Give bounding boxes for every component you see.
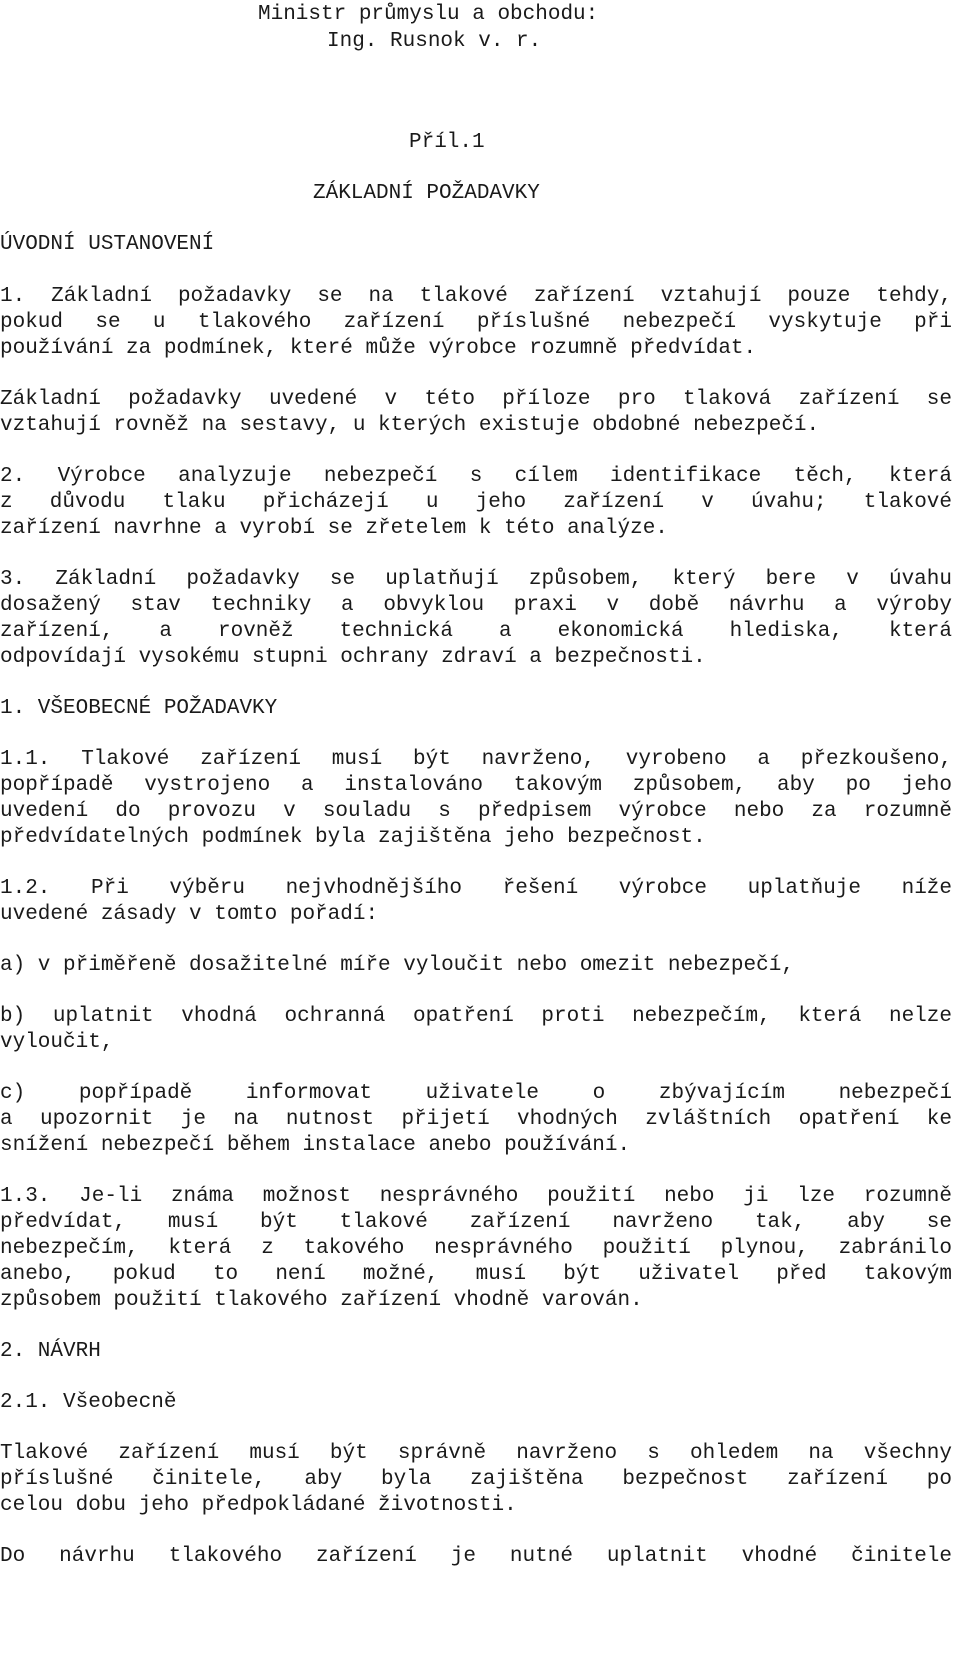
list-item-c-line: a upozornit je na nutnost přijetí vhodných zvláštních opatření ke: [0, 1108, 952, 1131]
annex-label: Příl.1: [409, 131, 485, 154]
intro-paragraph-4-line: 3. Základní požadavky se uplatňují způsobem, který bere v úvahu: [0, 568, 952, 591]
clause-1-3-line: nebezpečím, která z takového nesprávného použití plynou, zabránilo: [0, 1237, 952, 1260]
list-item-b-line: b) uplatnit vhodná ochranná opatření proti nebezpečím, která nelze: [0, 1005, 952, 1028]
intro-paragraph-2-line: vztahují rovněž na sestavy, u kterých existuje obdobné nebezpečí.: [0, 414, 820, 437]
design-paragraph-2-line: Do návrhu tlakového zařízení je nutné uplatnit vhodné činitele: [0, 1545, 952, 1568]
intro-paragraph-2-line: Základní požadavky uvedené v této příloze pro tlaková zařízení se: [0, 388, 952, 411]
list-item-b-line: vyloučit,: [0, 1031, 114, 1054]
clause-1-1-line: uvedení do provozu v souladu s předpisem výrobce nebo za rozumně: [0, 800, 952, 823]
clause-1-3-line: předvídat, musí být tlakové zařízení navrženo tak, aby se: [0, 1211, 952, 1234]
clause-1-1-line: 1.1. Tlakové zařízení musí být navrženo, vyrobeno a přezkoušeno,: [0, 748, 952, 771]
design-paragraph-1-line: Tlakové zařízení musí být správně navrženo s ohledem na všechny: [0, 1442, 952, 1465]
clause-1-2-line: 1.2. Při výběru nejvhodnějšího řešení výrobce uplatňuje níže: [0, 877, 952, 900]
subsection-heading-2-1: 2.1. Všeobecně: [0, 1391, 177, 1414]
design-paragraph-1-line: příslušné činitele, aby byla zajištěna bezpečnost zařízení po: [0, 1468, 952, 1491]
section-heading-design: 2. NÁVRH: [0, 1340, 101, 1363]
intro-paragraph-3-line: z důvodu tlaku přicházejí u jeho zařízení v úvahu; tlakové: [0, 491, 952, 514]
intro-paragraph-3-line: 2. Výrobce analyzuje nebezpečí s cílem identifikace těch, která: [0, 465, 952, 488]
list-item-c-line: snížení nebezpečí během instalace anebo používání.: [0, 1134, 631, 1157]
signature-line-1: Ministr průmyslu a obchodu:: [258, 3, 599, 26]
clause-1-3-line: 1.3. Je-li známa možnost nesprávného použití nebo ji lze rozumně: [0, 1185, 952, 1208]
clause-1-1-line: předvídatelných podmínek byla zajištěna jeho bezpečnost.: [0, 826, 706, 849]
intro-paragraph-1-line: 1. Základní požadavky se na tlakové zařízení vztahují pouze tehdy,: [0, 285, 952, 308]
clause-1-3-line: anebo, pokud to není možné, musí být uživatel před takovým: [0, 1263, 952, 1286]
intro-paragraph-1-line: používání za podmínek, které může výrobce rozumně předvídat.: [0, 337, 757, 360]
design-paragraph-1-line: celou dobu jeho předpokládané životnosti.: [0, 1494, 517, 1517]
intro-paragraph-3-line: zařízení navrhne a vyrobí se zřetelem k této analýze.: [0, 517, 668, 540]
signature-line-2: Ing. Rusnok v. r.: [327, 30, 542, 53]
intro-paragraph-4-line: dosažený stav techniky a obvyklou praxi v době návrhu a výroby: [0, 594, 952, 617]
list-item-a: a) v přiměřeně dosažitelné míře vyloučit nebo omezit nebezpečí,: [0, 954, 794, 977]
annex-title: ZÁKLADNÍ POŽADAVKY: [313, 182, 540, 205]
section-heading-general: 1. VŠEOBECNÉ POŽADAVKY: [0, 697, 278, 720]
list-item-c-line: c) popřípadě informovat uživatele o zbývajícím nebezpečí: [0, 1082, 952, 1105]
intro-paragraph-4-line: odpovídají vysokému stupni ochrany zdraví a bezpečnosti.: [0, 646, 706, 669]
intro-paragraph-4-line: zařízení, a rovněž technická a ekonomická hlediska, která: [0, 620, 952, 643]
clause-1-3-line: způsobem použití tlakového zařízení vhodně varován.: [0, 1289, 643, 1312]
section-heading-intro: ÚVODNÍ USTANOVENÍ: [0, 233, 215, 256]
intro-paragraph-1-line: pokud se u tlakového zařízení příslušné nebezpečí vyskytuje při: [0, 311, 952, 334]
clause-1-1-line: popřípadě vystrojeno a instalováno takovým způsobem, aby po jeho: [0, 774, 952, 797]
clause-1-2-line: uvedené zásady v tomto pořadí:: [0, 903, 379, 926]
